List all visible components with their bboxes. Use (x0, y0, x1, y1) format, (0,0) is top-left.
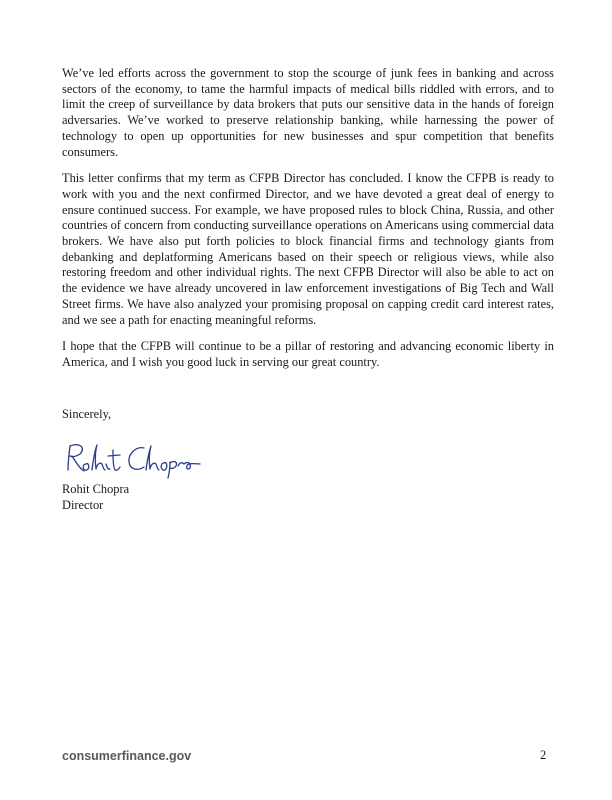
signature-drawing (58, 440, 208, 480)
signer-block (62, 482, 129, 513)
page-number: 2 (540, 748, 547, 762)
closing-salutation: Sincerely, (62, 407, 112, 421)
signature-strokes (68, 445, 200, 478)
paragraph-closing-wish: I hope that the CFPB will continue to be a pillar of restoring and advancing economic liberty in America, and I wish you good luck in serving our great country. (62, 339, 554, 369)
letter-body (62, 66, 554, 382)
signer-name: Rohit Chopra (62, 482, 130, 496)
signer-title: Director (62, 497, 104, 512)
paragraph-term-concluded: This letter confirms that my term as CFPB Director has concluded. I know the CFPB is ready to work with you and the next confirmed Director, and we have devoted a great deal of energy to ensure continued success. For example, we have proposed rules to block China, Russia, and other countries of concern from conducting surveillance operations on Americans using commercial data brokers. We have also put forth policies to block financial firms and technology giants from debanking and deplatforming Americans based on their speech or religious views, while also restoring freedom and other individual rights. The next CFPB Director will also be able to act on the evidence we have already uncovered in law enforcement investigations of Big Tech and Wall Street firms. We have also analyzed your promising proposal on capping credit card interest rates, and we see a path for enacting meaningful reforms. (62, 171, 554, 327)
paragraph-accomplishments: We’ve led efforts across the government to stop the scourge of junk fees in banking and across sectors of the economy, to tame the harmful impacts of medical bills riddled with errors, and to limit the creep of surveillance by data brokers that puts our sensitive data in the hands of foreign adversaries. We’ve worked to preserve relationship banking, while harnessing the power of technology to open up opportunities for new businesses and spur competition that benefits consumers. (62, 66, 554, 159)
footer-website-link[interactable]: consumerfinance.gov (62, 749, 192, 763)
handwritten-signature (58, 440, 208, 480)
